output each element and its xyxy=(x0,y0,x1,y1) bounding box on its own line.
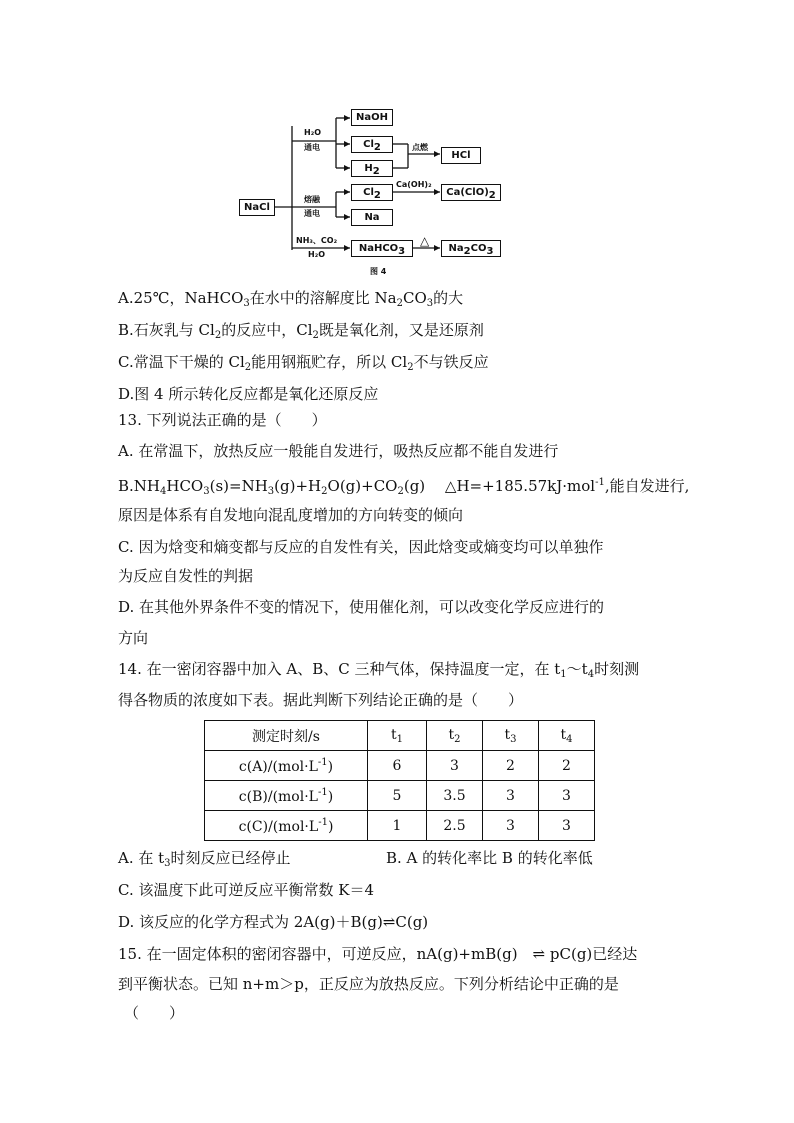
q14-option-d: D. 该反应的化学方程式为 2A(g)＋B(g)⇌C(g) xyxy=(118,913,429,931)
q12-option-d: D.图 4 所示转化反应都是氧化还原反应 xyxy=(118,385,379,403)
figure-caption: 图 4 xyxy=(370,267,387,276)
h2-box: $H_2$ xyxy=(351,160,393,177)
q14-option-b: B. A 的转化率比 B 的转化率低 xyxy=(386,849,593,867)
table-header-row xyxy=(205,721,595,751)
table-row xyxy=(205,751,595,781)
naoh-box: NaOH xyxy=(351,109,393,126)
q13-stem: 13. 下列说法正确的是（ ） xyxy=(118,411,327,429)
q14-option-c: C. 该温度下此可逆反应平衡常数 K＝4 xyxy=(118,881,374,899)
na-box: Na xyxy=(351,209,393,226)
q12-option-b: B.石灰乳与 $Cl_2$的反应中，$Cl_2$既是氧化剂，又是还原剂 xyxy=(118,321,484,341)
label-caoh2: Ca(OH)₂ xyxy=(396,180,432,189)
nacl-box: NaCl xyxy=(239,199,275,216)
q14-stem-line2: 得各物质的浓度如下表。据此判断下列结论正确的是（ ） xyxy=(118,691,524,709)
q15-stem-line2: 到平衡状态。已知 n+m＞p，正反应为放热反应。下列分析结论中正确的是 xyxy=(118,975,619,993)
hcl-box: HCl xyxy=(441,147,481,164)
table-cell: 6 xyxy=(368,751,427,781)
label-nh3co2: NH₃、CO₂ xyxy=(296,236,338,245)
q12-option-a: A.25℃，NaHCO$_3$在水中的溶解度比 $Na_2CO_3$的大 xyxy=(118,289,464,309)
label-h2o: H₂O xyxy=(304,128,321,137)
table-header-cell: 测定时刻/s xyxy=(205,721,368,751)
label-tongdian2: 通电 xyxy=(304,209,320,218)
table-header-cell: $t_4$ xyxy=(539,721,595,751)
table-cell: 2.5 xyxy=(427,811,483,841)
table-cell: $c(C)/(mol\cdot L^{-1})$ xyxy=(205,811,368,841)
label-h2o-2: H₂O xyxy=(308,250,325,259)
table-cell: 5 xyxy=(368,781,427,811)
label-tongdian: 通电 xyxy=(304,143,320,152)
table-cell: 3.5 xyxy=(427,781,483,811)
q14-stem-line1: 14. 在一密闭容器中加入 A、B、C 三种气体，保持温度一定，在 $t_1\sim t_4$时刻测 xyxy=(118,660,640,680)
table-row xyxy=(205,781,595,811)
table-cell: 1 xyxy=(368,811,427,841)
table-cell: $c(A)/(mol\cdot L^{-1})$ xyxy=(205,751,368,781)
table-cell: 3 xyxy=(427,751,483,781)
q14-option-a: A. 在 $t_3$时刻反应已经停止 xyxy=(118,849,291,869)
q13-option-d-cont: 方向 xyxy=(118,629,149,647)
table-cell: 3 xyxy=(483,781,539,811)
table-header-cell: $t_3$ xyxy=(483,721,539,751)
cl2-top-box: $Cl_2$ xyxy=(351,136,393,153)
q13-option-c: C. 因为焓变和熵变都与反应的自发性有关，因此焓变或熵变均可以单独作 xyxy=(118,538,604,556)
q13-option-b: $B.NH_4HCO_3(s)=NH_3(g)+H_2O(g)+CO_2(g)$ △H=+185.57kJ·mol$^{-1}$,能自发进行, xyxy=(118,477,690,497)
q15-stem-line1: 15. 在一固定体积的密闭容器中，可逆反应，nA(g)+mB(g) ⇌ pC(g)已经达 xyxy=(118,945,638,963)
label-rongrong: 熔融 xyxy=(304,195,320,204)
table-cell: 3 xyxy=(483,811,539,841)
table-cell: 2 xyxy=(539,751,595,781)
conversion-diagram xyxy=(236,104,528,276)
na2co3-box: $Na_2CO_3$ xyxy=(441,240,501,257)
table-header-cell: $t_1$ xyxy=(368,721,427,751)
q13-option-a: A. 在常温下，放热反应一般能自发进行，吸热反应都不能自发进行 xyxy=(118,442,559,460)
q13-option-d: D. 在其他外界条件不变的情况下，使用催化剂，可以改变化学反应进行的 xyxy=(118,598,605,616)
table-cell: 2 xyxy=(483,751,539,781)
label-delta: △ xyxy=(420,234,430,248)
nahco3-box: NaHCO$_3$ xyxy=(351,240,413,257)
concentration-table xyxy=(204,720,595,841)
cl2-mid-box: $Cl_2$ xyxy=(351,184,393,201)
cacio2-box: $Ca(ClO)_2$ xyxy=(441,184,501,201)
table-cell: 3 xyxy=(539,781,595,811)
q12-option-c: C.常温下干燥的 $Cl_2$能用钢瓶贮存，所以 $Cl_2$不与铁反应 xyxy=(118,353,489,373)
q13-option-c-cont: 为反应自发性的判据 xyxy=(118,567,254,585)
table-header-cell: $t_2$ xyxy=(427,721,483,751)
label-dianran: 点燃 xyxy=(412,143,428,152)
q13-option-b-cont: 原因是体系有自发地向混乱度增加的方向转变的倾向 xyxy=(118,506,464,524)
table-row xyxy=(205,811,595,841)
table-cell: $c(B)/(mol\cdot L^{-1})$ xyxy=(205,781,368,811)
table-cell: 3 xyxy=(539,811,595,841)
q15-stem-line3: （ ） xyxy=(124,1004,185,1022)
